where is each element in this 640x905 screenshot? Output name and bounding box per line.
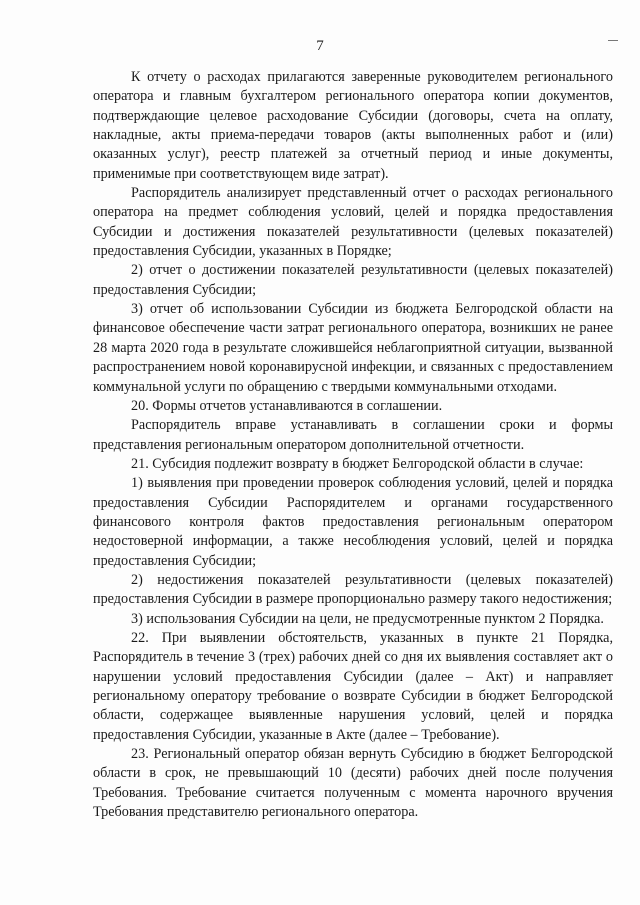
paragraph-administrator-analysis: Распорядитель анализирует представленный отчет о расходах регионального оператора на предмет соблюдения условий, целей и порядка предоставления Субсидии и достижения показателей результативности (целевых показателей) предоставления Субсидии, указанных в Порядке; (93, 185, 613, 260)
paragraph-clause-21: 21. Субсидия подлежит возврату в бюджет Белгородской области в случае: (131, 455, 584, 472)
paragraph-expense-report-attachments: К отчету о расходах прилагаются заверенные руководителем регионального оператора и главным бухгалтером регионального оператора копии документов, подтверждающие целевое расходование Субсидии (договоры, счета на оплату, накладные, акты приема-передачи товаров (акты выполненных работ и (или) оказанных услуг), реестр платежей за отчетный период и иные документы, применимые при соответствующем виде затрат). (93, 69, 613, 182)
paragraph-clause-23: 23. Региональный оператор обязан вернуть Субсидию в бюджет Белгородской области в срок, не превышающий 10 (десяти) рабочих дней после получения Требования. Требование считается полученным с момента нарочного вручения Требования представителю регионального оператора. (93, 746, 613, 821)
paragraph-item-3-usage-report: 3) отчет об использовании Субсидии из бюджета Белгородской области на финансовое обеспечение части затрат регионального оператора, возникших не ранее 28 марта 2020 года в результате сложившейся неблагоприятной ситуации, вызванной распространением новой коронавирусной инфекции, и связанных с предоставлением коммунальной услуги по обращению с твердыми коммунальными отходами. (93, 301, 613, 395)
page-number: 7 (316, 38, 324, 54)
scan-mark (608, 40, 618, 41)
document-body (93, 68, 613, 822)
paragraph-item-2-performance-report: 2) отчет о достижении показателей результативности (целевых показателей) предоставления Субсидии; (93, 262, 613, 298)
paragraph-clause-21-item-1: 1) выявления при проведении проверок соблюдения условий, целей и порядка предоставления Субсидии Распорядителем и органами государственного финансового контроля фактов предоставления региональным оператором недостоверной информации, а также несоблюдения условий, целей и порядка предоставления Субсидии; (93, 475, 613, 569)
paragraph-additional-reporting: Распорядитель вправе устанавливать в соглашении сроки и формы представления региональным оператором дополнительной отчетности. (93, 417, 613, 453)
paragraph-clause-20: 20. Формы отчетов устанавливаются в соглашении. (131, 397, 443, 414)
paragraph-clause-22: 22. При выявлении обстоятельств, указанных в пункте 21 Порядка, Распорядитель в течение 3 (трех) рабочих дней со дня их выявления составляет акт о нарушении условий предоставления Субсидии (далее – Акт) и направляет региональному оператору требование о возврате Субсидии в бюджет Белгородской области, содержащее выявленные нарушения условий, целей и порядка предоставления Субсидии, указанные в Акте (далее – Требование). (93, 629, 613, 743)
paragraph-clause-21-item-2: 2) недостижения показателей результативности (целевых показателей) предоставления Субсидии в размере пропорционально размеру такого недостижения; (93, 571, 613, 608)
paragraph-clause-21-item-3: 3) использования Субсидии на цели, не предусмотренные пунктом 2 Порядка. (131, 610, 604, 627)
